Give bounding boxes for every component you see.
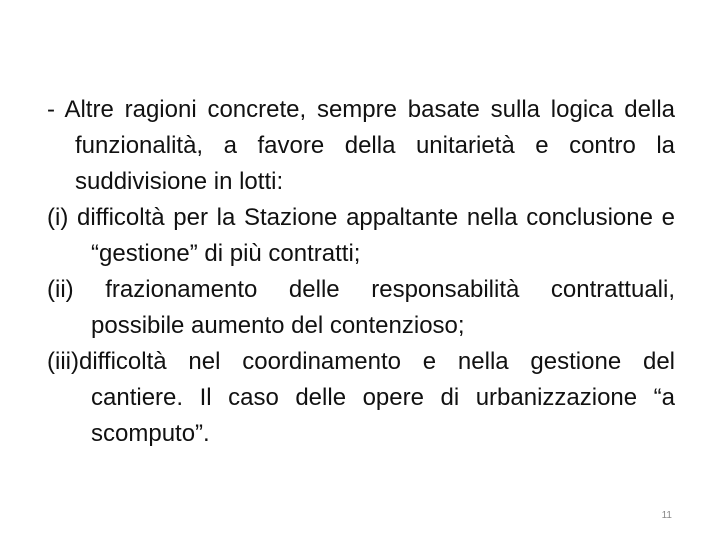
bullet-text: Altre ragioni concrete, sempre basate sulla logica della funzionalità, a favore della unitarietà e contro la suddivisione in lotti: <box>64 96 675 195</box>
bullet-item-ii <box>47 272 675 344</box>
bullet-text: frazionamento delle responsabilità contrattuali, possibile aumento del contenzioso; <box>91 276 675 339</box>
bullet-marker: (ii) <box>47 276 106 303</box>
bullet-marker: (iii) <box>47 348 79 375</box>
bullet-item-dash <box>47 92 675 200</box>
slide-body <box>47 92 675 452</box>
bullet-item-i <box>47 200 675 272</box>
bullet-marker: (i) <box>47 204 77 231</box>
page-number: 11 <box>661 510 672 521</box>
bullet-text: difficoltà per la Stazione appaltante nella conclusione e “gestione” di più contratti; <box>77 204 675 267</box>
bullet-item-iii <box>47 344 675 452</box>
bullet-marker: - <box>47 96 65 123</box>
bullet-text: difficoltà nel coordinamento e nella gestione del cantiere. Il caso delle opere di urbanizzazione “a scomputo”. <box>78 348 675 447</box>
